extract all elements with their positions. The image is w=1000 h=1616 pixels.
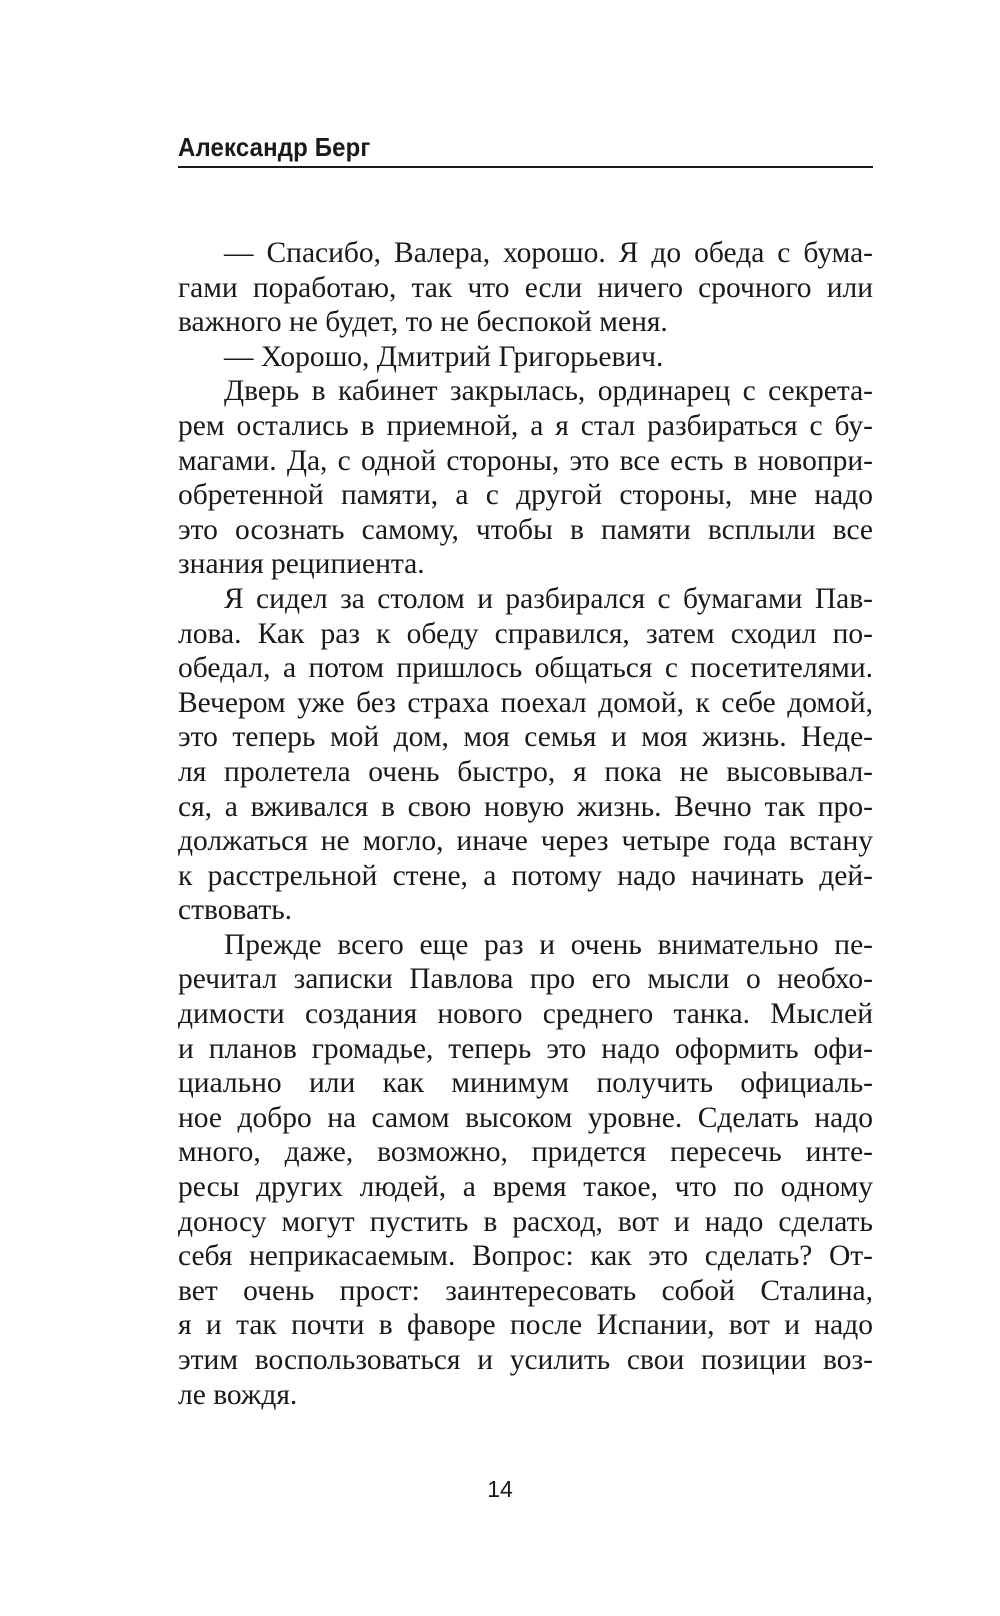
text-line: — Хорошо, Дмитрий Григорьевич. (224, 340, 664, 373)
text-line: доносу могут пустить в расход, вот и надо сделать (178, 1205, 873, 1238)
text-line: Вечером уже без страха поехал домой, к себе домой, (178, 686, 873, 719)
text-line: обедал, а потом пришлось общаться с посетителями. (178, 652, 873, 685)
text-line: и планов громадье, теперь это надо оформить офи- (178, 1032, 873, 1065)
body-text (178, 236, 873, 1412)
text-line: к расстрельной стене, а потому надо начинать дей- (178, 859, 873, 892)
text-line: гами поработаю, так что если ничего срочного или (178, 271, 873, 304)
text-line: — Спасибо, Валера, хорошо. Я до обеда с бума- (224, 237, 873, 269)
text-line: ся, а вживался в свою новую жизнь. Вечно так про- (178, 790, 873, 823)
text-line: магами. Да, с одной стороны, это все есть в новопри- (178, 444, 873, 477)
text-line: ля пролетела очень быстро, я пока не высовывал- (178, 755, 873, 788)
text-line: речитал записки Павлова про его мысли о необхо- (178, 963, 873, 996)
text-line: обретенной памяти, а с другой стороны, мне надо (178, 479, 873, 512)
text-line: ствовать. (178, 894, 293, 927)
text-line: это теперь мой дом, моя семья и моя жизнь. Неде- (178, 721, 873, 754)
text-line: вет очень прост: заинтересовать собой Сталина, (178, 1274, 873, 1307)
author-name: Александр Берг (178, 132, 371, 162)
text-line: этим воспользоваться и усилить свои позиции воз- (178, 1344, 873, 1376)
text-line: лова. Как раз к обеду справился, затем сходил по- (178, 617, 873, 650)
text-line: знания реципиента. (178, 548, 425, 581)
text-line: циально или как минимум получить официаль- (178, 1067, 873, 1100)
text-line: это осознать самому, чтобы в памяти всплыли все (178, 513, 873, 546)
text-line: Прежде всего еще раз и очень внимательно пе- (224, 928, 873, 961)
text-line: Дверь в кабинет закрылась, ординарец с секрета- (224, 375, 873, 408)
text-line: много, даже, возможно, придется пересечь инте- (178, 1136, 873, 1169)
text-line: должаться не могло, иначе через четыре года встану (178, 825, 873, 858)
text-line: ресы других людей, а время такое, что по одному (178, 1171, 873, 1204)
text-line: важного не будет, то не беспокой меня. (178, 306, 668, 339)
text-line: рем остались в приемной, а я стал разбираться с бу- (178, 409, 873, 442)
text-line: ле вождя. (178, 1378, 298, 1411)
text-line: Я сидел за столом и разбирался с бумагами Пав- (224, 582, 873, 615)
text-line: я и так почти в фаворе после Испании, вот и надо (178, 1309, 873, 1342)
text-line: ное добро на самом высоком уровне. Сделать надо (178, 1101, 873, 1134)
page-number: 14 (487, 1476, 513, 1502)
running-header (178, 128, 873, 168)
text-line: димости создания нового среднего танка. Мыслей (178, 998, 873, 1031)
text-line: себя неприкасаемым. Вопрос: как это сделать? От- (178, 1240, 873, 1273)
